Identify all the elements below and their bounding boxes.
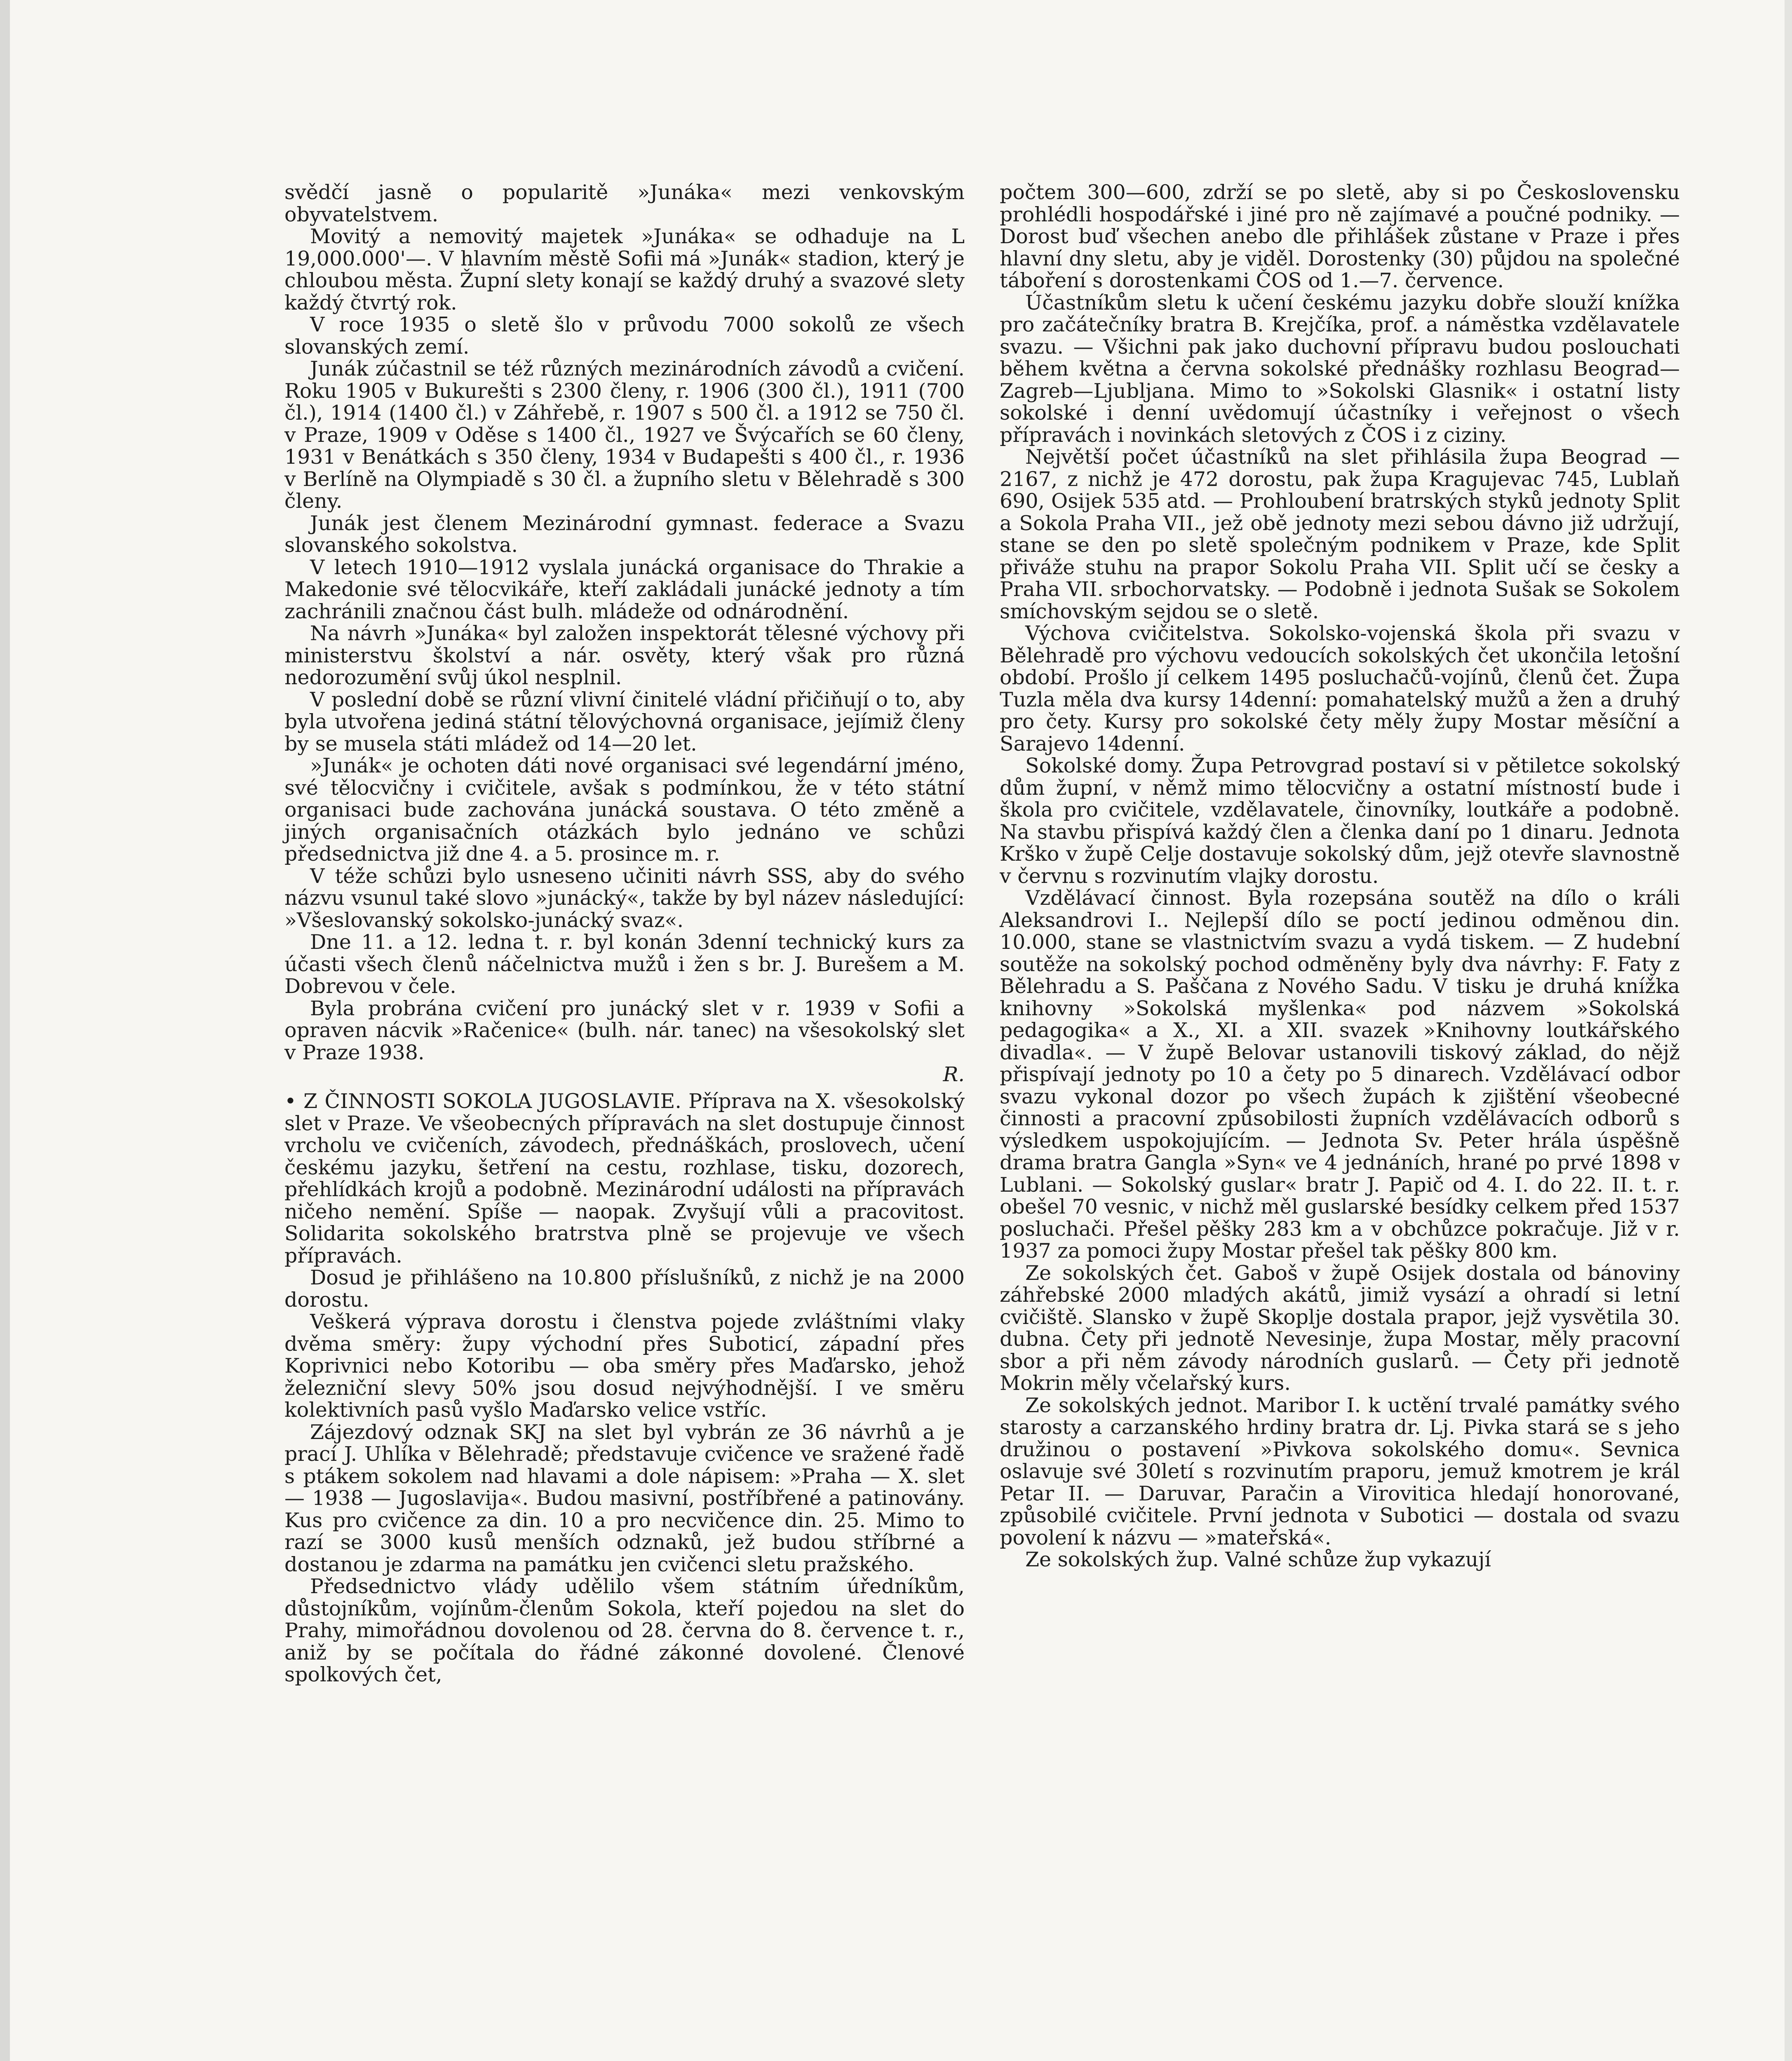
paragraph: Sokolské domy. Župa Petrovgrad postaví si v pětiletce sokolský dům župní, v němž mimo tělocvičny a ostatní místností bude i škola pro cvičitele, vzdělavatele, činovníky, loutkáře a podobně. Na stavbu přispívá každý člen a členka daní po 1 dinaru. Jednota Krško v župě Celje dostavuje sokolský dům, jejž otevře slavnostně v červnu s rozvinutím vlajky dorostu. <box>1000 754 1680 888</box>
paragraph: V roce 1935 o sletě šlo v průvodu 7000 sokolů ze všech slovanských zemí. <box>284 313 965 359</box>
left-column <box>284 181 965 1686</box>
paragraph: Ze sokolských jednot. Maribor I. k uctění trvalé památky svého starosty a carzanského hrdiny bratra dr. Lj. Pivka stará se s jeho družinou o postavení »Pivkova sokolského domu«. Sevnica oslavuje své 30letí s rozvinutím praporu, jemuž kmotrem je král Petar II. — Daruvar, Paračin a Virovitica hledají honorované, způsobilé cvičitele. První jednota v Subotici — dostala od svazu povolení k názvu — »mateřská«. <box>1000 1393 1680 1549</box>
scan-edge-right <box>1785 0 1792 2061</box>
paragraph: Účastníkům sletu k učení českému jazyku dobře slouží knížka pro začátečníky bratra B. Krejčíka, prof. a náměstka vzdělavatele svazu. — Všichni pak jako duchovní přípravu budou poslouchati během května a června sokolské přednášky rozhlasu Beograd—Zagreb—Ljubljana. Mimo to »Sokolski Glasnik« i ostatní listy sokolské i denní uvědomují účastníky i veřejnost o všech přípravách i novinkách sletových z ČOS i z ciziny. <box>1000 291 1680 447</box>
paragraph: Veškerá výprava dorostu i členstva pojede zvláštními vlaky dvěma směry: župy východní přes Suboticí, západní přes Koprivnici nebo Kotoribu — oba směry přes Maďarsko, jehož železniční slevy 50% jsou dosud nejvýhodnější. I ve směru kolektivních pasů vyšlo Maďarsko velice vstříc. <box>284 1310 965 1422</box>
section-intro: • Z ČINNOSTI SOKOLA JUGOSLAVIE. Příprava na X. všesokolský slet v Praze. Ve všeobecných přípravách na slet dostupuje činnost vrcholu ve cvičeních, závodech, přednáškách, proslovech, učení českému jazyku, šetření na cestu, rozhlase, tisku, dozorech, přehlídkách krojů a podobně. Mezinárodní události na přípravách ničeho nemění. Spíše — naopak. Zvyšují vůli a pracovitost. Solidarita sokolského bratrstva plně se projevuje ve všech přípravách. <box>284 1089 965 1268</box>
paragraph: Movitý a nemovitý majetek »Junáka« se odhaduje na L 19,000.000'—. V hlavním městě Sofii má »Junák« stadion, který je chloubou města. Župní slety konají se každý druhý a svazové slety každý čtvrtý rok. <box>284 225 965 315</box>
paragraph: Junák zúčastnil se též různých mezinárodních závodů a cvičení. Roku 1905 v Bukurešti s 2300 členy, r. 1906 (300 čl.), 1911 (700 čl.), 1914 (1400 čl.) v Záhřebě, r. 1907 s 500 čl. a 1912 se 750 čl. v Praze, 1909 v Oděse s 1400 čl., 1927 ve Švýcařích se 60 členy, 1931 v Benátkách s 350 členy, 1934 v Budapešti s 400 čl., r. 1936 v Berlíně na Olympiadě s 30 čl. a župního sletu v Bělehradě s 300 členy. <box>284 357 965 513</box>
paragraph: počtem 300—600, zdrží se po sletě, aby si po Československu prohlédli hospodářské i jiné pro ně zajímavé a poučné podniky. — Dorost buď všechen anebo dle přihlášek zůstane v Praze i přes hlavní dny sletu, aby je viděl. Dorostenky (30) půjdou na společné táboření s dorostenkami ČOS od 1.—7. července. <box>1000 181 1680 292</box>
right-column <box>1000 181 1680 1571</box>
paragraph: Dne 11. a 12. ledna t. r. byl konán 3denní technický kurs za účasti všech členů náčelnictva mužů i žen s br. J. Burešem a M. Dobrevou v čele. <box>284 930 965 998</box>
paragraph: Junák jest členem Mezinárodní gymnast. federace a Svazu slovanského sokolstva. <box>284 511 965 557</box>
paragraph: »Junák« je ochoten dáti nové organisaci své legendární jméno, své tělocvičny i cvičitele, avšak s podmínkou, že v této státní organisaci bude zachována junácká soustava. O této změně a jiných organisačních otázkách bylo jednáno ve schůzi předsednictva již dne 4. a 5. prosince m. r. <box>284 754 965 866</box>
paragraph: V poslední době se různí vlivní činitelé vládní přičiňují o to, aby byla utvořena jediná státní tělovýchovná organisace, jejímiž členy by se musela státi mládež od 14—20 let. <box>284 688 965 756</box>
paragraph: Zájezdový odznak SKJ na slet byl vybrán ze 36 návrhů a je prací J. Uhlíka v Bělehradě; představuje cvičence ve sražené řadě s ptákem sokolem nad hlavami a dole nápisem: »Praha — X. slet — 1938 — Jugoslavija«. Budou masivní, postříbřené a patinovány. Kus pro cvičence za din. 10 a pro necvičence din. 25. Mimo to razí se 3000 kusů menších odznaků, jež budou stříbrné a dostanou je zdarma na památku jen cvičenci sletu pražského. <box>284 1420 965 1576</box>
paragraph: Vzdělávací činnost. Byla rozepsána soutěž na dílo o králi Aleksandrovi I.. Nejlepší dílo se poctí jedinou odměnou din. 10.000, stane se vlastnictvím svazu a vydá tiskem. — Z hudební soutěže na sokolský pochod odměněny byly dva návrhy: F. Faty z Bělehradu a S. Paščana z Nového Sadu. V tisku je druhá knížka knihovny »Sokolská myšlenka« pod názvem »Sokolská pedagogika« a X., XI. a XII. svazek »Knihovny loutkářského divadla«. — V župě Belovar ustanovili tiskový základ, do nějž přispívají jednoty po 10 a čety po 5 dinarech. Vzdělávací odbor svazu vykonal dozor po všech župách k zjištění všeobecné činnosti a pracovní způsobilosti župních vzdělávacích odborů s výsledkem uspokojujícím. — Jednota Sv. Peter hrála úspěšně drama bratra Gangla »Syn« ve 4 jednáních, hrané po prvé 1898 v Lublani. — Sokolský guslar« bratr J. Papič od 4. I. do 22. II. t. r. obešel 70 vesnic, v nichž měl guslarské besídky celkem před 1537 posluchači. Přešel pěšky 283 km a v obchůzce pokračuje. Již v r. 1937 za pomoci župy Mostar přešel tak pěšky 800 km. <box>1000 886 1680 1263</box>
scan-edge-left <box>0 0 10 2061</box>
paragraph: Největší počet účastníků na slet přihlásila župa Beograd — 2167, z nichž je 472 dorostu, pak župa Kragujevac 745, Lublaň 690, Osijek 535 atd. — Prohloubení bratrských styků jednoty Split a Sokola Praha VII., jež obě jednoty mezi sebou dávno již udržují, stane se den po sletě společným podnikem v Praze, kde Split přiváže stuhu na prapor Sokolu Praha VII. Split učí se česky a Praha VII. srbochorvatsky. — Podobně i jednota Sušak se Sokolem smíchovským sejdou se o sletě. <box>1000 445 1680 623</box>
paragraph: Ze sokolských čet. Gaboš v župě Osijek dostala od bánoviny záhřebské 2000 mladých akátů, jimiž vysází a ohradí si letní cvičiště. Slansko v župě Skoplje dostala prapor, jejž vysvětila 30. dubna. Čety při jednotě Nevesinje, župa Mostar, měly pracovní sbor a při něm závody národních guslarů. — Čety při jednotě Mokrin měly včelařský kurs. <box>1000 1261 1680 1395</box>
paragraph: Výchova cvičitelstva. Sokolsko-vojenská škola při svazu v Bělehradě pro výchovu vedoucích sokolských čet ukončila letošní období. Prošlo jí celkem 1495 posluchačů-vojínů, členů čet. Župa Tuzla měla dva kursy 14denní: pomahatelský mužů a žen a druhý pro čety. Kursy pro sokolské čety měly župy Mostar měsíční a Sarajevo 14denní. <box>1000 622 1680 756</box>
paragraph: Byla probrána cvičení pro junácký slet v r. 1939 v Sofii a opraven nácvik »Račenice« (bulh. nár. tanec) na všesokolský slet v Praze 1938. <box>284 996 965 1064</box>
paragraph: V letech 1910—1912 vyslala junácká organisace do Thrakie a Makedonie své tělocvikáře, kteří zakládali junácké jednoty a tím zachránili značnou část bulh. mládeže od odnárodnění. <box>284 555 965 623</box>
paragraph: Předsednictvo vlády udělilo všem státním úředníkům, důstojníkům, vojínům-členům Sokola, kteří pojedou na slet do Prahy, mimořádnou dovolenou od 28. června do 8. července t. r., aniž by se počítala do řádné zákonné dovolené. Členové spolkových čet, <box>284 1575 965 1686</box>
paragraph: Na návrh »Junáka« byl založen inspektorát tělesné výchovy při ministerstvu školství a nár. osvěty, který však pro různá nedorozumění svůj úkol nesplnil. <box>284 622 965 689</box>
paragraph: svědčí jasně o popularitě »Junáka« mezi venkovským obyvatelstvem. <box>284 181 965 226</box>
paragraph: Ze sokolských žup. Valné schůze žup vykazují <box>1025 1548 1491 1571</box>
paragraph: Dosud je přihlášeno na 10.800 příslušníků, z nichž je na 2000 dorostu. <box>284 1266 965 1312</box>
paragraph: V téže schůzi bylo usneseno učiniti návrh SSS, aby do svého názvu vsunul také slovo »junácký«, takže by byl název následující: »Všeslovanský sokolsko-junácký svaz«. <box>284 864 965 932</box>
author-signature: R. <box>943 1063 965 1086</box>
